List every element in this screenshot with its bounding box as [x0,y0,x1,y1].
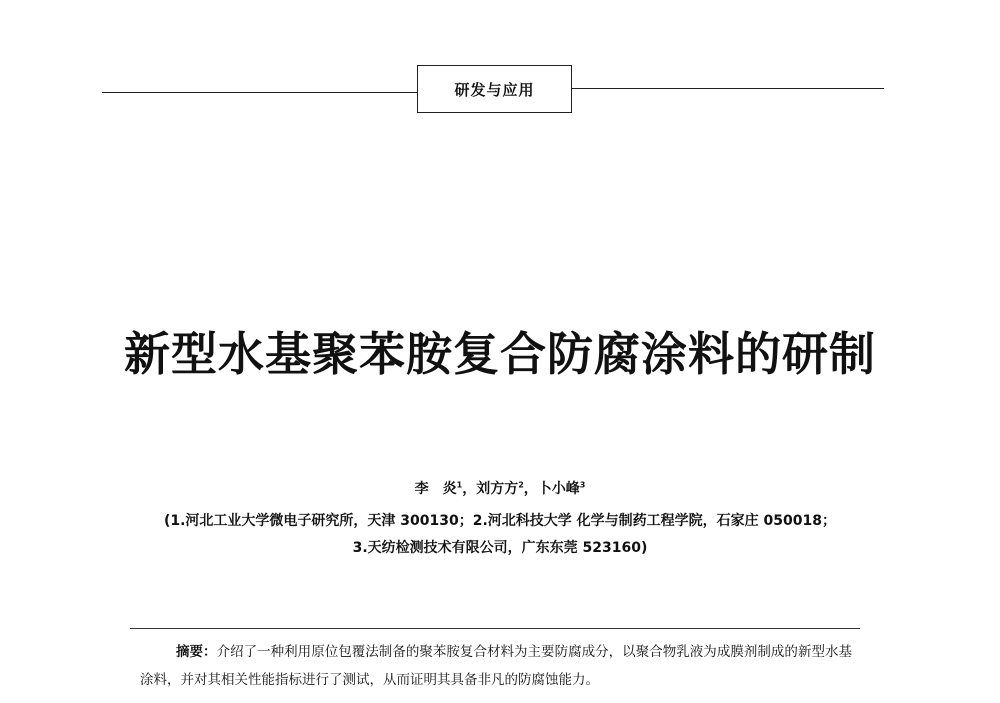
author-name: 李 炎 [414,481,457,497]
header-rule-left [102,92,418,93]
abstract-divider [130,628,860,629]
section-label-box [417,65,572,113]
header-rule-right [572,88,884,89]
section-label: 研发与应用 [454,80,535,99]
abstract [140,638,852,694]
affiliation-line: 3.天纺检测技术有限公司，广东东莞 523160) [352,540,648,556]
author-name: 卜小峰 [537,481,580,497]
abstract-label: 摘要： [176,644,217,660]
author-affil-mark: 2 [518,480,524,490]
author-affil-mark: 3 [579,480,586,490]
abstract-text: 介绍了一种利用原位包覆法制备的聚苯胺复合材料为主要防腐成分，以聚合物乳液为成膜剂制成的新型水基涂料，并对其相关性能指标进行了测试，从而证明其具备非凡的防腐蚀能力。 [140,644,852,688]
author-line: 李 炎$^1$，刘方方$^2$，卜小峰$^3$ [414,480,586,497]
affiliation-line: (1.河北工业大学微电子研究所，天津 300130；2.河北科技大学 化学与制药工程学院，石家庄 050018； [163,513,837,529]
author-name: 刘方方 [476,481,519,497]
author-affil-mark: 1 [456,480,463,490]
article-title: 新型水基聚苯胺复合防腐涂料的研制 [124,327,876,381]
